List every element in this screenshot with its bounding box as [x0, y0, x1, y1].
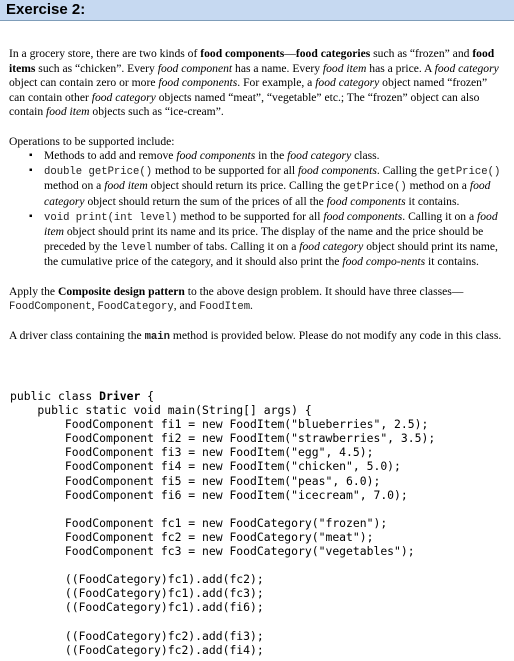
code-line	[10, 558, 510, 572]
code-line: public static void main(String[] args) {	[10, 403, 312, 418]
operations-list	[9, 149, 503, 270]
code-line: FoodComponent fi1 = new FoodItem("blueberries", 2.5);	[10, 417, 429, 432]
code-line: FoodComponent fi6 = new FoodItem("icecream", 7.0);	[10, 487, 408, 502]
operations-heading: Operations to be supported include:	[9, 134, 175, 148]
document-body	[9, 47, 503, 345]
code-line: ((FoodCategory)fc2).add(fi3);	[10, 628, 264, 643]
code-line: ((FoodCategory)fc1).add(fi6);	[10, 600, 264, 615]
code-line: FoodComponent fi5 = new FoodItem("peas", 6.0);	[10, 473, 381, 488]
exercise-title: Exercise 2:	[6, 1, 86, 18]
operation-get-price: ▪ double getPrice() method to be supported for all food components. Calling the getPrice() method on a food item object should return its price. Calling the getPrice() method on a food category object should return the sum of the prices of all the food components it contains.	[44, 164, 503, 210]
code-line: ((FoodCategory)fc2).add(fi4);	[10, 642, 264, 657]
code-line: FoodComponent fi2 = new FoodItem("strawberries", 3.5);	[10, 431, 436, 446]
code-line: FoodComponent fc3 = new FoodCategory("vegetables");	[10, 544, 415, 559]
operation-print: ▪ void print(int level) method to be supported for all food components. Calling it on a food item object should print its name and its price. The display of the name and the price should be preceded by the level number of tabs. Calling it on a food category object should print its name, the cumulative price of the category, and it should also print the food compo-nents it contains.	[44, 210, 503, 270]
code-line: FoodComponent fc1 = new FoodCategory("frozen");	[10, 515, 388, 530]
code-line: FoodComponent fi3 = new FoodItem("egg", 4.5);	[10, 445, 374, 460]
code-line: ((FoodCategory)fc1).add(fc3);	[10, 586, 264, 601]
code-line	[10, 502, 510, 516]
apply-paragraph: Apply the Composite design pattern to the above design problem. It should have three classes—FoodComponent, FoodCategory, and FoodItem.	[9, 284, 464, 314]
code-line: FoodComponent fi4 = new FoodItem("chicken", 5.0);	[10, 459, 401, 474]
operation-add-remove: ▪ Methods to add and remove food components in the food category class.	[44, 149, 503, 164]
code-line: ((FoodCategory)fc1).add(fc2);	[10, 572, 264, 587]
driver-code-block	[10, 389, 510, 657]
code-line	[10, 615, 510, 629]
code-line: FoodComponent fc2 = new FoodCategory("meat");	[10, 529, 374, 544]
driver-paragraph: A driver class containing the main method is provided below. Please do not modify any code in this class.	[9, 329, 502, 344]
exercise-header-bar	[0, 0, 514, 21]
intro-paragraph: In a grocery store, there are two kinds of food components—food categories such as “frozen” and food items such as “chicken”. Every food component has a name. Every food item has a price. A food category object can contain zero or more food components. For example, a food category object named “frozen” can contain other food category objects named “meat”, “vegetable” etc.; The “frozen” object can also contain food item objects such as “ice-cream”.	[9, 47, 499, 119]
code-line: public class Driver {	[10, 389, 155, 403]
